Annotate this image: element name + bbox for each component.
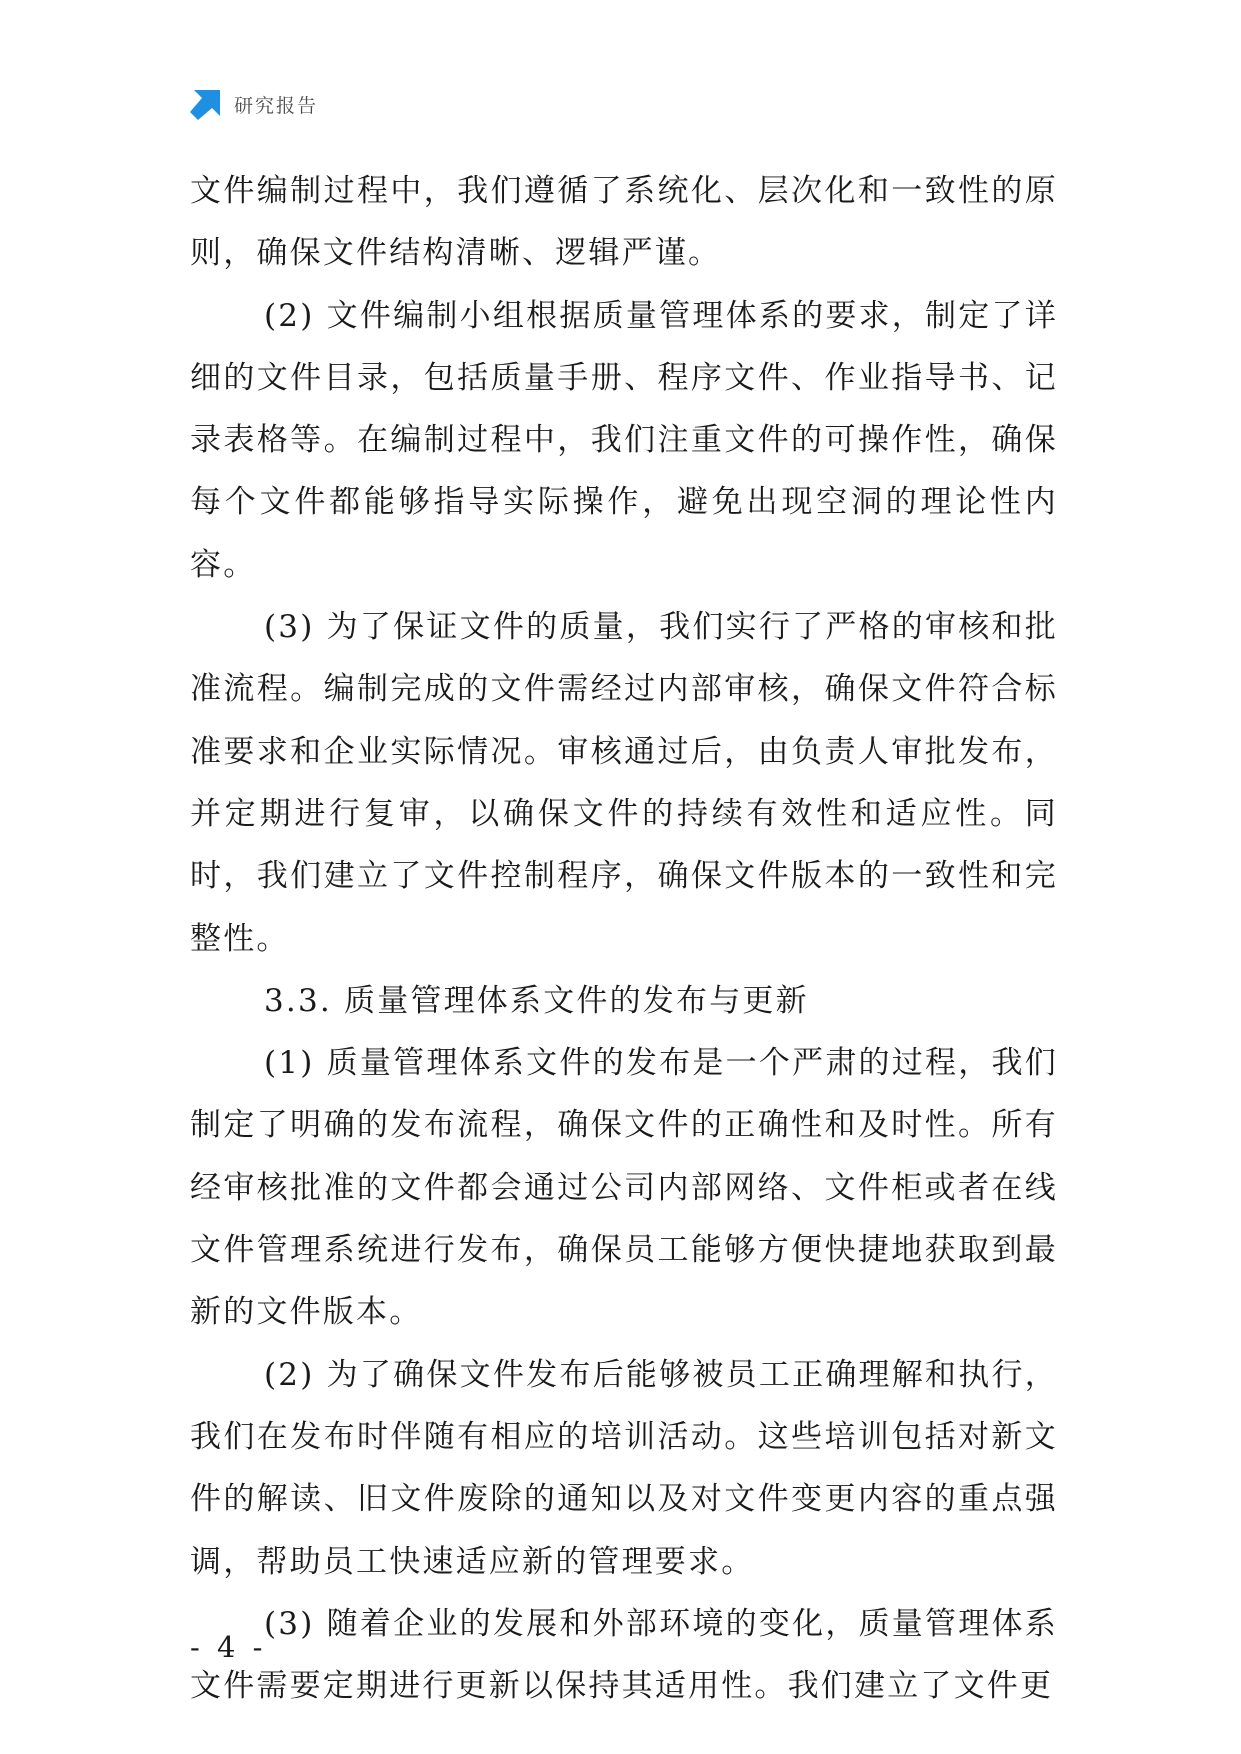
paragraph-item-2b: (2) 为了确保文件发布后能够被员工正确理解和执行，我们在发布时伴随有相应的培训活动。这些培训包括对新文件的解读、旧文件废除的通知以及对文件变更内容的重点强调，帮助员工快速适应新的管理要求。 bbox=[190, 1356, 1058, 1580]
arrow-up-right-icon bbox=[190, 88, 222, 120]
paragraph-item-3b: (3) 随着企业的发展和外部环境的变化，质量管理体系文件需要定期进行更新以保持其适用性。我们建立了文件更 bbox=[190, 1605, 1058, 1705]
paragraph-item-1: (1) 质量管理体系文件的发布是一个严肃的过程，我们制定了明确的发布流程，确保文件的正确性和及时性。所有经审核批准的文件都会通过公司内部网络、文件柜或者在线文件管理系统进行发布，确保员工能够方便快捷地获取到最新的文件版本。 bbox=[190, 1045, 1058, 1331]
header-title: 研究报告 bbox=[234, 94, 319, 117]
document-body bbox=[190, 160, 1058, 1717]
paragraph-continuation: 文件编制过程中，我们遵循了系统化、层次化和一致性的原则，确保文件结构清晰、逻辑严谨。 bbox=[190, 173, 1058, 272]
paragraph-item-2: (2) 文件编制小组根据质量管理体系的要求，制定了详细的文件目录，包括质量手册、程序文件、作业指导书、记录表格等。在编制过程中，我们注重文件的可操作性，确保每个文件都能够指导实际操作，避免出现空洞的理论性内容。 bbox=[190, 297, 1058, 583]
report-header bbox=[190, 88, 318, 120]
section-heading: 3.3. 质量管理体系文件的发布与更新 bbox=[264, 982, 809, 1019]
paragraph-item-3: (3) 为了保证文件的质量，我们实行了严格的审核和批准流程。编制完成的文件需经过内部审核，确保文件符合标准要求和企业实际情况。审核通过后，由负责人审批发布，并定期进行复审，以确保文件的持续有效性和适应性。同时，我们建立了文件控制程序，确保文件版本的一致性和完整性。 bbox=[190, 609, 1058, 957]
page-number: - 4 - bbox=[190, 1630, 267, 1664]
